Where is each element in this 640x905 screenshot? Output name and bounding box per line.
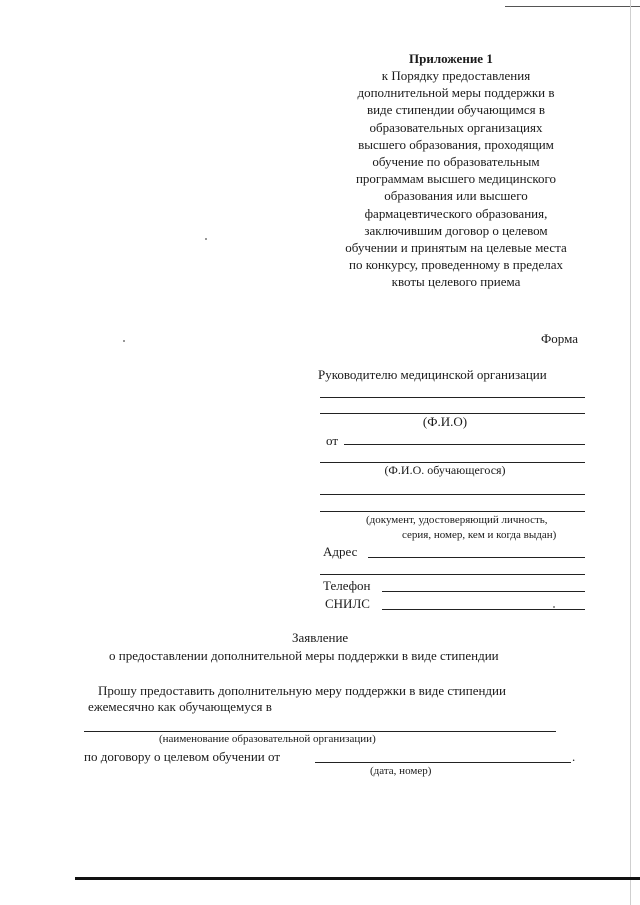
student-caption: (Ф.И.О. обучающегося) [384,463,506,477]
scan-speck [123,340,125,342]
statement-title: Заявление [292,630,349,645]
from-label: от [326,433,339,448]
document-caption-2: серия, номер, кем и когда выдан) [402,529,557,541]
document-line[interactable] [320,494,585,495]
appendix-line: к Порядку предоставления [381,68,531,83]
statement-body-line-2: ежемесячно как обучающемуся в [88,699,272,714]
scan-speck [553,606,555,608]
snils-label: СНИЛС [325,596,370,611]
appendix-line: образовательных организациях [369,119,543,135]
appendix-line: обучение по образовательным [372,154,540,170]
snils-line[interactable] [382,609,585,610]
date-caption: (дата, номер) [370,765,432,777]
contract-line[interactable] [315,762,571,763]
appendix-line: образования или высшего [384,188,528,204]
appendix-line: обучении и принятым на целевые места [345,240,567,256]
from-line[interactable] [344,444,585,445]
appendix-line: дополнительной меры поддержки в [357,85,555,101]
fio-caption: (Ф.И.О) [422,414,468,429]
scan-edge-bottom [75,877,640,880]
appendix-line: по конкурсу, проведенному в пределах [349,257,563,273]
form-label: Форма [541,331,578,346]
address-label: Адрес [323,544,358,559]
appendix-line: высшего образования, проходящим [358,136,554,152]
appendix-text [316,67,596,291]
scan-edge-right [630,0,631,905]
blank-line[interactable] [320,397,585,398]
address-line[interactable] [320,574,585,575]
appendix-title: Приложение 1 [409,51,493,66]
appendix-line: квоты целевого приема [391,274,521,290]
document-line[interactable] [320,511,585,512]
appendix-line: заключившим договор о целевом [364,222,548,238]
appendix-line: фармацевтического образования, [364,205,548,221]
phone-line[interactable] [382,591,585,592]
phone-label: Телефон [323,578,371,593]
address-line[interactable] [368,557,585,558]
scan-speck [205,238,207,240]
contract-label: по договору о целевом обучении от [84,749,281,764]
document-caption-1: (документ, удостоверяющий личность, [366,514,548,526]
statement-body-line-1: Прошу предоставить дополнительную меру поддержки в виде стипендии [98,683,506,698]
appendix-line: виде стипендии обучающимся в [366,102,546,118]
contract-period: . [572,749,576,764]
addressee-to: Руководителю медицинской организации [318,367,547,382]
appendix-line: программам высшего медицинского [355,171,557,187]
scan-edge-top [505,6,640,7]
organization-caption: (наименование образовательной организации) [159,733,376,745]
statement-subtitle: о предоставлении дополнительной меры поддержки в виде стипендии [109,648,499,663]
